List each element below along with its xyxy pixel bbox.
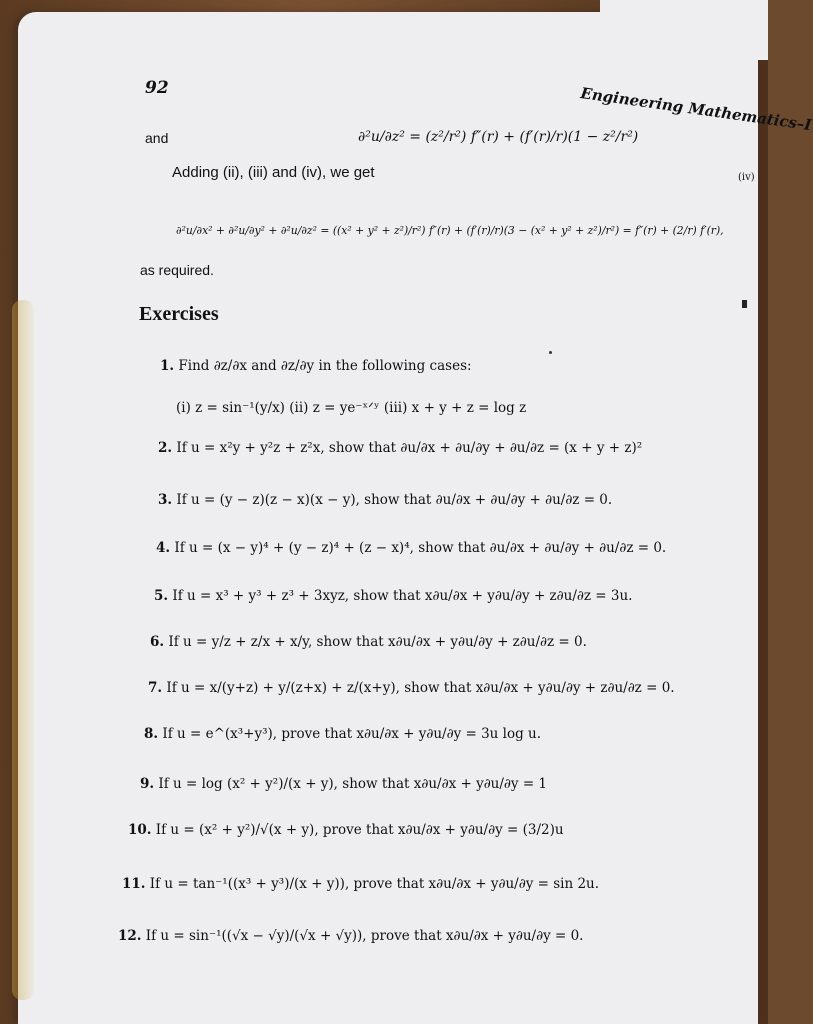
exercise-item (140, 776, 547, 792)
exercise-item (158, 440, 642, 456)
exercise-number: 7. (148, 680, 163, 696)
exercises-heading: Exercises (139, 303, 219, 325)
exercise-text: If u = log (x² + y²)/(x + y), show that x∂u/∂x + y∂u/∂y = 1 (158, 776, 548, 792)
exercise-number: 12. (118, 928, 142, 944)
exercise-number: 6. (150, 634, 165, 650)
exercise-text: If u = (x² + y²)/√(x + y), prove that x∂u/∂x + y∂u/∂y = (3/2)u (155, 822, 564, 838)
exercise-number: 11. (122, 876, 146, 892)
exercise-item (156, 540, 666, 556)
exercise-text: If u = tan⁻¹((x³ + y³)/(x + y)), prove that x∂u/∂x + y∂u/∂y = sin 2u. (149, 876, 600, 892)
adding-line: Adding (ii), (iii) and (iv), we get (172, 164, 375, 181)
scan-speck (742, 300, 747, 308)
exercise-item (158, 492, 612, 508)
exercise-text: If u = sin⁻¹((√x − √y)/(√x + √y)), prove that x∂u/∂x + y∂u/∂y = 0. (145, 928, 584, 944)
exercise-item (154, 588, 632, 604)
exercise-text: If u = y/z + z/x + x/y, show that x∂u/∂x + y∂u/∂y + z∂u/∂z = 0. (168, 634, 587, 650)
side-equation-label: (iv) (738, 172, 755, 183)
exercise-item (122, 876, 599, 892)
exercise-text: If u = e^(x³+y³), prove that x∂u/∂x + y∂u/∂y = 3u log u. (162, 726, 542, 742)
exercise-number: 2. (158, 440, 173, 456)
exercise-text: If u = (x − y)⁴ + (y − z)⁴ + (z − x)⁴, show that ∂u/∂x + ∂u/∂y + ∂u/∂z = 0. (174, 540, 667, 556)
exercise-item (118, 928, 583, 944)
exercise-item (150, 634, 587, 650)
exercise-text: If u = x/(y+z) + y/(z+x) + z/(x+y), show that x∂u/∂x + y∂u/∂y + z∂u/∂z = 0. (166, 680, 675, 696)
paper-sheet (18, 12, 758, 1024)
running-head: Engineering Mathematics–I (579, 84, 813, 135)
exercise-number: 9. (140, 776, 155, 792)
paper-stain (12, 300, 34, 1000)
exercise-number: 5. (154, 588, 169, 604)
page-number: 92 (145, 78, 169, 98)
exercise-text: If u = (y − z)(z − x)(x − y), show that ∂u/∂x + ∂u/∂y + ∂u/∂z = 0. (176, 492, 613, 508)
exercise-item (148, 680, 675, 696)
exercise-subitems (176, 400, 526, 416)
exercise-number: 10. (128, 822, 152, 838)
equation-iv: ∂²u/∂z² = (z²/r²) f″(r) + (f′(r)/r)(1 − z²/r²) (358, 129, 639, 145)
exercise-text: If u = x³ + y³ + z³ + 3xyz, show that x∂u/∂x + y∂u/∂y + z∂u/∂z = 3u. (172, 588, 633, 604)
exercise-number: 4. (156, 540, 171, 556)
exercise-item (128, 822, 564, 838)
scan-dot (549, 351, 552, 354)
sum-equation: ∂²u/∂x² + ∂²u/∂y² + ∂²u/∂z² = ((x² + y² + z²)/r²) f″(r) + (f′(r)/r)(3 − (x² + y² + z²)/r²) = f″(r) + (2/r) f′(r), (176, 224, 724, 237)
exercise-text: (i) z = sin⁻¹(y/x) (ii) z = ye⁻ˣᐟʸ (iii) x + y + z = log z (176, 400, 527, 416)
paper-corner (600, 0, 768, 60)
exercise-text: Find ∂z/∂x and ∂z/∂y in the following cases: (178, 358, 472, 374)
exercise-item (144, 726, 541, 742)
exercise-text: If u = x²y + y²z + z²x, show that ∂u/∂x + ∂u/∂y + ∂u/∂z = (x + y + z)² (176, 440, 643, 456)
exercise-item (160, 358, 472, 374)
as-required-text: as required. (140, 262, 214, 278)
exercise-number: 1. (160, 358, 175, 374)
and-word: and (145, 130, 169, 146)
exercise-number: 8. (144, 726, 159, 742)
exercise-number: 3. (158, 492, 173, 508)
